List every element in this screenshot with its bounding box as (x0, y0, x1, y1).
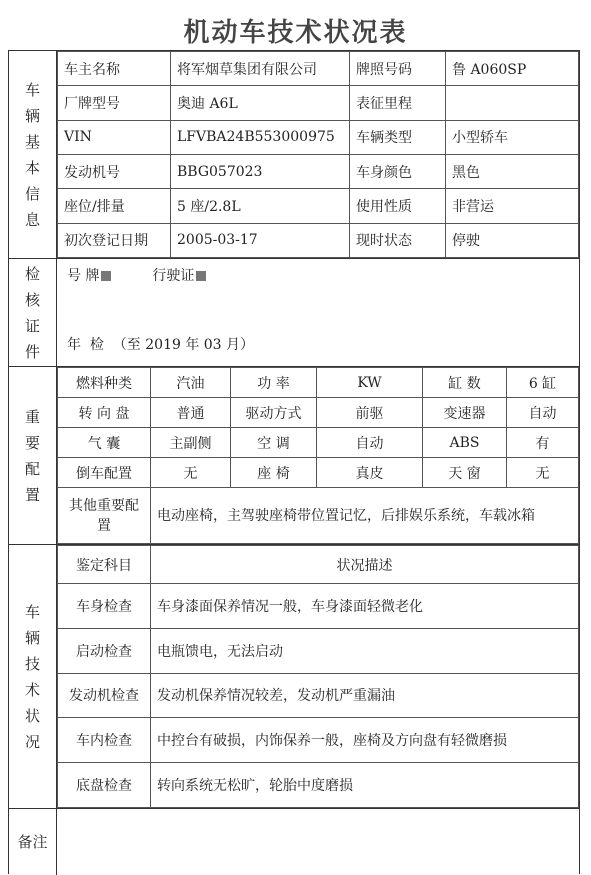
field-value: 鲁 A060SP (446, 52, 579, 86)
column-header-subject: 鉴定科目 (58, 546, 151, 584)
license-label: 行驶证 (152, 268, 195, 284)
field-label: 表征里程 (350, 86, 446, 120)
inspection-description: 发动机保养情况较差，发动机严重漏油 (151, 673, 579, 718)
field-value: 2005-03-17 (171, 223, 350, 257)
field-value: BBG057023 (171, 154, 350, 188)
config-value: 前驱 (317, 398, 423, 428)
documents-section (9, 259, 579, 367)
field-value: 停驶 (446, 223, 579, 257)
config-label: 气 囊 (58, 428, 151, 458)
remarks-value[interactable] (57, 809, 579, 825)
field-value: 将军烟草集团有限公司 (171, 52, 350, 86)
table-row (58, 628, 579, 673)
field-value: 非营运 (446, 189, 579, 223)
config-label: 倒车配置 (58, 458, 151, 488)
documents-label: 检核证件 (24, 264, 40, 361)
remarks-label: 备注 (17, 833, 48, 851)
basic-info-section (9, 51, 579, 259)
field-label: 车主名称 (58, 52, 171, 86)
field-value (446, 86, 579, 120)
column-header-description: 状况描述 (151, 546, 579, 584)
inspection-subject: 车身检查 (58, 584, 151, 629)
inspection-subject: 启动检查 (58, 628, 151, 673)
table-row (58, 189, 579, 223)
tech-table (57, 545, 579, 808)
table-row (58, 584, 579, 629)
field-label: 发动机号 (58, 154, 171, 188)
config-label: 驱动方式 (231, 398, 317, 428)
field-label: 现时状态 (350, 223, 446, 257)
field-label: 座位/排量 (58, 189, 171, 223)
table-row (58, 673, 579, 718)
table-row (58, 718, 579, 763)
field-value: 黑色 (446, 154, 579, 188)
config-label: 空 调 (231, 428, 317, 458)
inspection-description: 中控台有破损，内饰保养一般，座椅及方向盘有轻微磨损 (151, 718, 579, 763)
other-config-value: 电动座椅，主驾驶座椅带位置记忆，后排娱乐系统，车载冰箱 (151, 488, 579, 544)
inspection-text: 年 检 （至 2019 年 03 月） (67, 337, 255, 353)
field-value: 5 座/2.8L (171, 189, 350, 223)
config-label: 燃料种类 (58, 368, 151, 398)
plate-label: 号 牌 (67, 268, 100, 284)
table-row (58, 52, 579, 86)
config-value: 自动 (317, 428, 423, 458)
table-row (58, 458, 579, 488)
inspection-description: 电瓶馈电，无法启动 (151, 628, 579, 673)
config-value: 无 (507, 458, 579, 488)
field-label: VIN (58, 120, 171, 154)
table-row (58, 86, 579, 120)
config-section (9, 367, 579, 545)
config-label: 转 向 盘 (58, 398, 151, 428)
config-value: 6 缸 (507, 368, 579, 398)
field-value: 奥迪 A6L (171, 86, 350, 120)
remarks-section (9, 809, 579, 875)
config-label: 变速器 (423, 398, 507, 428)
config-value: 普通 (151, 398, 231, 428)
field-label: 初次登记日期 (58, 223, 171, 257)
tech-section (9, 545, 579, 809)
config-label: ABS (423, 428, 507, 458)
config-value: 有 (507, 428, 579, 458)
inspection-description: 转向系统无松旷，轮胎中度磨损 (151, 763, 579, 808)
field-label: 厂牌型号 (58, 86, 171, 120)
config-label: 功 率 (231, 368, 317, 398)
inspection-subject: 发动机检查 (58, 673, 151, 718)
config-label: 重要配置 (24, 407, 40, 504)
table-row (58, 488, 579, 544)
config-value: 主副侧 (151, 428, 231, 458)
table-row (58, 223, 579, 257)
config-value: KW (317, 368, 423, 398)
config-label: 缸 数 (423, 368, 507, 398)
config-value: 真皮 (317, 458, 423, 488)
table-row (58, 763, 579, 808)
inspection-subject: 车内检查 (58, 718, 151, 763)
field-value: 小型轿车 (446, 120, 579, 154)
config-value: 自动 (507, 398, 579, 428)
basic-info-table (57, 51, 579, 258)
config-label: 天 窗 (423, 458, 507, 488)
field-label: 车辆类型 (350, 120, 446, 154)
table-row (58, 120, 579, 154)
plate-checkbox[interactable] (101, 271, 111, 281)
table-header-row (58, 546, 579, 584)
config-label: 座 椅 (231, 458, 317, 488)
field-label: 牌照号码 (350, 52, 446, 86)
config-value: 汽油 (151, 368, 231, 398)
page-title: 机动车技术状况表 (183, 18, 408, 48)
other-config-label: 其他重要配 置 (58, 488, 151, 544)
field-label: 使用性质 (350, 189, 446, 223)
vehicle-status-form (8, 50, 580, 874)
table-row (58, 398, 579, 428)
config-value: 无 (151, 458, 231, 488)
table-row (58, 154, 579, 188)
tech-label: 车辆技术状况 (24, 602, 40, 751)
field-value: LFVBA24B553000975 (171, 120, 350, 154)
license-checkbox[interactable] (196, 271, 206, 281)
basic-info-label: 车辆基本信息 (24, 80, 40, 229)
field-label: 车身颜色 (350, 154, 446, 188)
table-row (58, 428, 579, 458)
inspection-description: 车身漆面保养情况一般，车身漆面轻微老化 (151, 584, 579, 629)
inspection-subject: 底盘检查 (58, 763, 151, 808)
config-table (57, 367, 579, 544)
table-row (58, 368, 579, 398)
